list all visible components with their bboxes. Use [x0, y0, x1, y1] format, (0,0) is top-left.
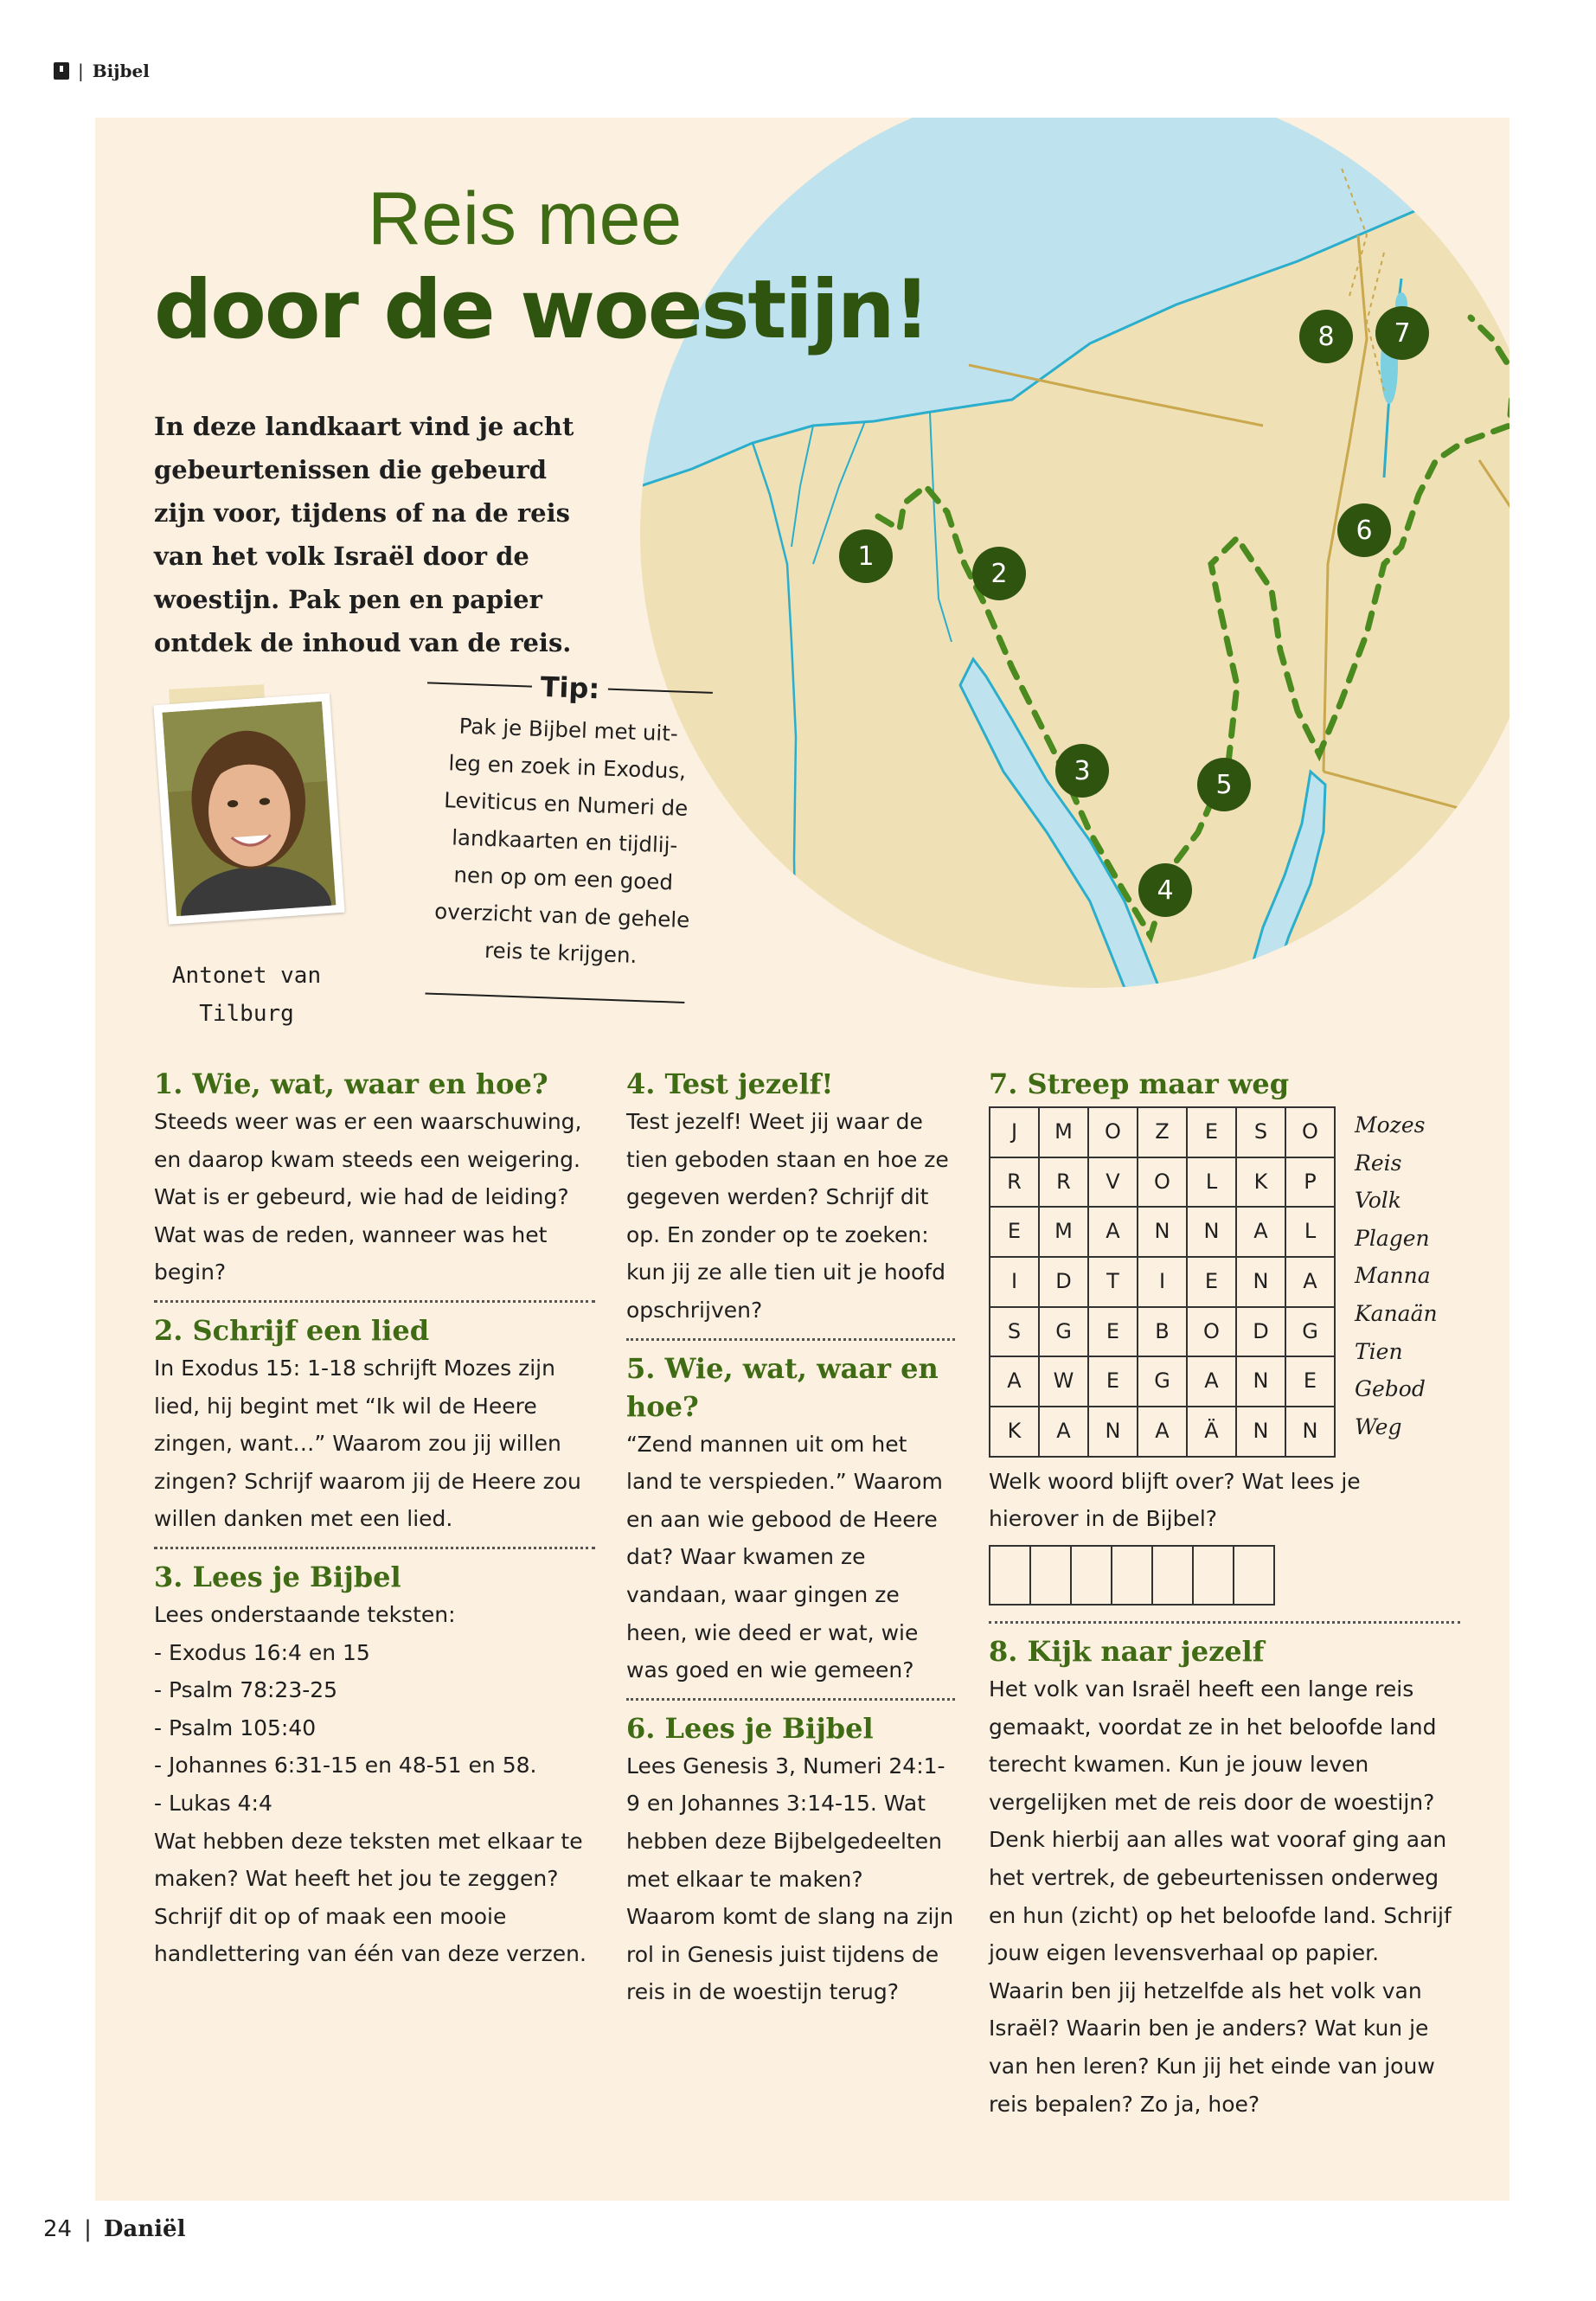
question-3-intro: Lees onderstaande teksten:: [154, 1601, 456, 1627]
gulf-aqaba: [1246, 772, 1325, 988]
word-list-item: Weg: [1355, 1413, 1402, 1439]
word-list-item: Manna: [1355, 1263, 1431, 1289]
section-label: Bijbel: [92, 61, 150, 81]
grid-cell[interactable]: A: [1285, 1257, 1335, 1307]
word-list-item: Tien: [1355, 1338, 1403, 1364]
gulf-suez: [960, 659, 1159, 988]
answer-box[interactable]: [1151, 1545, 1194, 1606]
grid-cell[interactable]: B: [1138, 1307, 1187, 1357]
word-list-item: Volk: [1355, 1188, 1401, 1214]
grid-cell[interactable]: L: [1285, 1207, 1335, 1257]
grid-cell[interactable]: S: [990, 1307, 1039, 1357]
grid-cell[interactable]: M: [1039, 1207, 1088, 1257]
word-list-item: Plagen: [1355, 1225, 1430, 1251]
word-search: [989, 1106, 1460, 1458]
grid-cell[interactable]: E: [1088, 1307, 1138, 1357]
letter-grid: [989, 1106, 1336, 1458]
word-list-item: Gebod: [1355, 1376, 1426, 1402]
answer-box[interactable]: [989, 1545, 1031, 1606]
question-6-text: Lees Genesis 3, Numeri 24:1-9 en Johannes 3:14-15. Wat hebben deze Bijbelgedeelten met elkaar te maken? Waarom komt de slang na zijn rol in Genesis juist tijdens de reis in de woestijn terug?: [626, 1753, 954, 2005]
grid-row: [990, 1307, 1335, 1357]
map-marker-5: 5: [1197, 758, 1251, 811]
footer-separator: |: [84, 2216, 92, 2242]
grid-cell[interactable]: N: [1236, 1356, 1285, 1407]
nile-river: [753, 443, 796, 988]
grid-cell[interactable]: O: [1187, 1307, 1236, 1357]
grid-cell[interactable]: N: [1138, 1207, 1187, 1257]
word-list: [1355, 1106, 1438, 1458]
title-line-2: door de woestijn!: [154, 263, 929, 357]
column-2: [626, 1065, 955, 2011]
grid-cell[interactable]: N: [1285, 1407, 1335, 1457]
grid-cell[interactable]: K: [990, 1407, 1039, 1457]
journey-route: [878, 317, 1509, 936]
bible-icon: [54, 62, 69, 80]
question-8-title: 8. Kijk naar jezelf: [989, 1635, 1265, 1668]
tip-title: Tip:: [540, 670, 600, 706]
grid-cell[interactable]: A: [1088, 1207, 1138, 1257]
grid-cell[interactable]: R: [1039, 1157, 1088, 1208]
grid-cell[interactable]: E: [1088, 1356, 1138, 1407]
grid-cell[interactable]: E: [1187, 1257, 1236, 1307]
grid-row: [990, 1207, 1335, 1257]
grid-cell[interactable]: A: [1138, 1407, 1187, 1457]
map-marker-1: 1: [839, 529, 893, 583]
grid-cell[interactable]: A: [1187, 1356, 1236, 1407]
grid-cell[interactable]: O: [1088, 1107, 1138, 1157]
page-footer: [43, 2216, 185, 2242]
section-header: [54, 61, 150, 81]
grid-cell[interactable]: I: [990, 1257, 1039, 1307]
journey-map: [640, 118, 1509, 988]
grid-cell[interactable]: P: [1285, 1157, 1335, 1208]
question-6-title: 6. Lees je Bijbel: [626, 1711, 874, 1745]
grid-cell[interactable]: S: [1236, 1107, 1285, 1157]
question-3-text: Wat hebben deze teksten met elkaar te maken? Wat heeft het jou te zeggen? Schrijf dit op of maak een mooie handlettering van één van deze verzen.: [154, 1828, 586, 1967]
author-photo: [157, 699, 339, 920]
bible-reference: - Johannes 6:31-15 en 48-51 en 58.: [154, 1753, 537, 1779]
question-1-title: 1. Wie, wat, waar en hoe?: [154, 1067, 548, 1100]
grid-cell[interactable]: G: [1285, 1307, 1335, 1357]
map-illustration: [640, 118, 1509, 988]
grid-cell[interactable]: T: [1088, 1257, 1138, 1307]
answer-box[interactable]: [1029, 1545, 1072, 1606]
article-panel: [95, 118, 1509, 2201]
word-list-item: Mozes: [1355, 1112, 1426, 1138]
grid-cell[interactable]: K: [1236, 1157, 1285, 1208]
question-2-text: In Exodus 15: 1-18 schrijft Mozes zijn lied, hij begint met “Ik wil de Heere zingen, want…” Waarom zou jij willen zingen? Schrijf waarom jij de Heere zou willen danken met een lied.: [154, 1355, 581, 1532]
grid-cell[interactable]: G: [1039, 1307, 1088, 1357]
map-marker-6: 6: [1337, 503, 1391, 557]
map-marker-8: 8: [1299, 310, 1353, 363]
dotted-divider: [626, 1698, 955, 1701]
author-name: Antonet van Tilburg: [171, 963, 322, 1027]
map-marker-7: 7: [1375, 306, 1429, 360]
question-3-title: 3. Lees je Bijbel: [154, 1560, 401, 1593]
grid-row: [990, 1356, 1335, 1407]
question-5-title: 5. Wie, wat, waar en hoe?: [626, 1351, 939, 1423]
dotted-divider: [154, 1547, 595, 1549]
question-4-title: 4. Test jezelf!: [626, 1067, 834, 1100]
question-1-text: Steeds weer was er een waarschuwing, en daarop kwam steeds een weigering. Wat is er gebeurd, wie had de leiding? Wat was de reden, wanneer was het begin?: [154, 1109, 582, 1285]
grid-row: [990, 1407, 1335, 1457]
grid-row: [990, 1257, 1335, 1307]
grid-cell[interactable]: Ä: [1187, 1407, 1236, 1457]
grid-cell[interactable]: A: [1039, 1407, 1088, 1457]
bible-reference: - Psalm 78:23-25: [154, 1677, 338, 1703]
grid-cell[interactable]: D: [1236, 1307, 1285, 1357]
grid-cell[interactable]: E: [990, 1207, 1039, 1257]
grid-cell[interactable]: J: [990, 1107, 1039, 1157]
grid-cell[interactable]: N: [1088, 1407, 1138, 1457]
bible-reference: - Psalm 105:40: [154, 1715, 317, 1740]
map-marker-2: 2: [972, 547, 1026, 600]
grid-cell[interactable]: W: [1039, 1356, 1088, 1407]
grid-cell[interactable]: Z: [1138, 1107, 1187, 1157]
header-separator: |: [78, 61, 84, 81]
bible-reference: - Lukas 4:4: [154, 1790, 272, 1816]
answer-box[interactable]: [1070, 1545, 1112, 1606]
grid-cell[interactable]: A: [990, 1356, 1039, 1407]
answer-box[interactable]: [1233, 1545, 1275, 1606]
grid-cell[interactable]: E: [1285, 1356, 1335, 1407]
title-line-1: Reis mee: [368, 177, 683, 260]
grid-cell[interactable]: A: [1236, 1207, 1285, 1257]
answer-box[interactable]: [1111, 1545, 1153, 1606]
grid-cell[interactable]: I: [1138, 1257, 1187, 1307]
dotted-divider: [154, 1300, 595, 1303]
column-1: [154, 1065, 595, 1973]
grid-cell[interactable]: M: [1039, 1107, 1088, 1157]
tip-box: [416, 666, 713, 1003]
question-8-text: Het volk van Israël heeft een lange reis gemaakt, voordat ze in het beloofde land terecht kwamen. Kun je jouw leven vergelijken met de reis door de woestijn? Denk hierbij aan alles wat vooraf ging aan het vertrek, de gebeurtenissen onderweg en hun (zicht) op het beloofde land. Schrijf jouw eigen levensverhaal op papier. Waarin ben jij hetzelfde als het volk van Israël? Waarin ben je anders? Wat kun je van hen leren? Kun jij het einde van jouw reis bepalen? Zo ja, hoe?: [989, 1676, 1452, 2117]
grid-cell[interactable]: R: [990, 1157, 1039, 1208]
grid-row: [990, 1107, 1335, 1157]
question-5-text: “Zend mannen uit om het land te verspieden.” Waarom en aan wie gebood de Heere dat? Waar kwamen ze vandaan, waar gingen ze heen, wie deed er wat, wie was goed en wie gemeen?: [626, 1431, 943, 1683]
grid-row: [990, 1157, 1335, 1208]
grid-cell[interactable]: D: [1039, 1257, 1088, 1307]
question-4-text: Test jezelf! Weet jij waar de tien geboden staan en hoe ze gegeven werden? Schrijf dit op. En zonder op te zoeken: kun jij ze alle tien uit je hoofd opschrijven?: [626, 1109, 949, 1323]
grid-cell[interactable]: O: [1285, 1107, 1335, 1157]
question-7-title: 7. Streep maar weg: [989, 1067, 1290, 1100]
intro-text: In deze landkaart vind je acht gebeurtenissen die gebeurd zijn voor, tijdens of na de reis van het volk Israël door de woestijn. Pak pen en papier ontdek de inhoud van de reis.: [154, 412, 574, 657]
dotted-divider: [989, 1621, 1460, 1624]
grid-cell[interactable]: E: [1187, 1107, 1236, 1157]
portrait-image: [162, 702, 337, 916]
answer-box[interactable]: [1192, 1545, 1234, 1606]
grid-cell[interactable]: G: [1138, 1356, 1187, 1407]
answer-boxes[interactable]: [989, 1545, 1460, 1606]
column-3: [989, 1065, 1460, 2123]
word-list-item: Kanaän: [1355, 1300, 1438, 1326]
magazine-name: Daniël: [103, 2216, 186, 2242]
tip-text: Pak je Bijbel met uit- leg en zoek in Exodus, Leviticus en Numeri de landkaarten en tijdlij- nen op om een goed overzicht van de gehele reis te krijgen.: [433, 713, 690, 968]
map-marker-3: 3: [1055, 744, 1109, 798]
grid-cell[interactable]: N: [1236, 1257, 1285, 1307]
question-2-title: 2. Schrijf een lied: [154, 1313, 430, 1347]
tip-rule-right: [608, 689, 713, 694]
map-marker-4: 4: [1138, 863, 1192, 917]
grid-cell[interactable]: N: [1236, 1407, 1285, 1457]
grid-cell[interactable]: V: [1088, 1157, 1138, 1208]
tip-rule-left: [427, 682, 532, 687]
word-list-item: Reis: [1355, 1150, 1402, 1176]
grid-cell[interactable]: O: [1138, 1157, 1187, 1208]
grid-cell[interactable]: N: [1187, 1207, 1236, 1257]
question-7-text: Welk woord blijft over? Wat lees je hierover in de Bijbel?: [989, 1468, 1361, 1532]
dotted-divider: [626, 1338, 955, 1341]
tip-rule-bottom: [425, 992, 684, 1003]
grid-cell[interactable]: L: [1187, 1157, 1236, 1208]
page-number: 24: [43, 2216, 73, 2242]
bible-reference: - Exodus 16:4 en 15: [154, 1639, 370, 1665]
